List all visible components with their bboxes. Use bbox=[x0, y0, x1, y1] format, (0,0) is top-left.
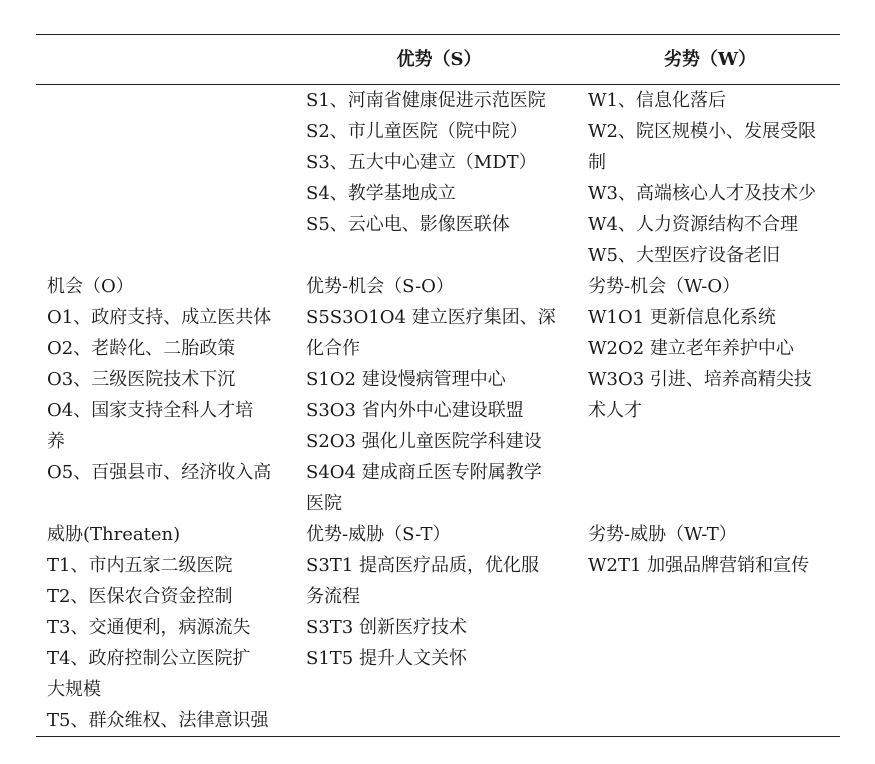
opportunity-item: O5、百强县市、经济收入高 bbox=[47, 462, 272, 483]
threat-item: T4、政府控制公立医院扩 bbox=[47, 648, 251, 669]
wo-strategy-item: W1O1 更新信息化系统 bbox=[588, 307, 776, 328]
internal-factors-row bbox=[36, 85, 840, 271]
strengths-cell bbox=[298, 85, 580, 271]
opportunity-item: O4、国家支持全科人才培 bbox=[47, 400, 254, 421]
so-strategy-item: S3O3 省内外中心建设联盟 bbox=[306, 400, 524, 421]
so-strategy-item: S4O4 建成商丘医专附属教学 bbox=[306, 462, 542, 483]
wo-strategy-item: W3O3 引进、培养高精尖技 bbox=[588, 369, 812, 390]
opportunity-item: O1、政府支持、成立医共体 bbox=[47, 307, 272, 328]
so-strategy-item: 医院 bbox=[306, 493, 342, 514]
strength-item: S4、教学基地成立 bbox=[306, 183, 456, 204]
opportunities-cell bbox=[36, 271, 298, 519]
weakness-item: W2、院区规模小、发展受限 bbox=[588, 121, 816, 142]
threat-item: 威胁(Threaten) bbox=[47, 524, 181, 545]
header-weaknesses: 劣势（W） bbox=[663, 49, 757, 70]
wo-strategies-cell bbox=[580, 271, 840, 519]
threat-item: 大规模 bbox=[47, 679, 101, 700]
threat-item: T3、交通便利，病源流失 bbox=[47, 617, 251, 638]
st-strategy-item: S1T5 提升人文关怀 bbox=[306, 648, 467, 669]
weaknesses-cell bbox=[580, 85, 840, 271]
swot-table bbox=[36, 34, 840, 737]
so-strategy-item: S2O3 强化儿童医院学科建设 bbox=[306, 431, 542, 452]
strength-item: S2、市儿童医院（院中院） bbox=[306, 121, 528, 142]
opportunity-item: O3、三级医院技术下沉 bbox=[47, 369, 236, 390]
weakness-item: W3、高端核心人才及技术少 bbox=[588, 183, 816, 204]
strength-item: S3、五大中心建立（MDT） bbox=[306, 152, 537, 173]
weakness-item: 制 bbox=[588, 152, 606, 173]
so-strategy-item: 化合作 bbox=[306, 338, 360, 359]
weakness-item: W4、人力资源结构不合理 bbox=[588, 214, 798, 235]
st-strategy-item: S3T3 创新医疗技术 bbox=[306, 617, 467, 638]
threat-item: T5、群众维权、法律意识强 bbox=[47, 710, 269, 731]
threats-cell bbox=[36, 519, 298, 736]
strength-item: S1、河南省健康促进示范医院 bbox=[306, 90, 546, 111]
wt-strategies-cell bbox=[580, 519, 840, 736]
table-header-row bbox=[36, 35, 840, 85]
opportunity-item: O2、老龄化、二胎政策 bbox=[47, 338, 236, 359]
internal-label-cell bbox=[36, 85, 298, 271]
wo-strategy-item: 术人才 bbox=[588, 400, 642, 421]
threat-item: T2、医保农合资金控制 bbox=[47, 586, 233, 607]
st-strategy-item: 优势-威胁（S-T） bbox=[306, 524, 451, 545]
opportunities-row bbox=[36, 271, 840, 519]
so-strategy-item: S1O2 建设慢病管理中心 bbox=[306, 369, 506, 390]
st-strategy-item: S3T1 提高医疗品质，优化服 bbox=[306, 555, 539, 576]
so-strategy-item: S5S3O1O4 建立医疗集团、深 bbox=[306, 307, 556, 328]
strength-item: S5、云心电、影像医联体 bbox=[306, 214, 510, 235]
threats-row bbox=[36, 519, 840, 736]
so-strategies-cell bbox=[298, 271, 580, 519]
wt-strategy-item: 劣势-威胁（W-T） bbox=[588, 524, 737, 545]
st-strategies-cell bbox=[298, 519, 580, 736]
opportunity-item: 机会（O） bbox=[47, 276, 134, 297]
header-strengths: 优势（S） bbox=[396, 49, 482, 70]
weakness-item: W1、信息化落后 bbox=[588, 90, 726, 111]
wt-strategy-item: W2T1 加强品牌营销和宣传 bbox=[588, 555, 810, 576]
weakness-item: W5、大型医疗设备老旧 bbox=[588, 245, 780, 266]
threat-item: T1、市内五家二级医院 bbox=[47, 555, 233, 576]
wo-strategy-item: 劣势-机会（W-O） bbox=[588, 276, 741, 297]
opportunity-item: 养 bbox=[47, 431, 65, 452]
wo-strategy-item: W2O2 建立老年养护中心 bbox=[588, 338, 794, 359]
st-strategy-item: 务流程 bbox=[306, 586, 360, 607]
so-strategy-item: 优势-机会（S-O） bbox=[306, 276, 454, 297]
